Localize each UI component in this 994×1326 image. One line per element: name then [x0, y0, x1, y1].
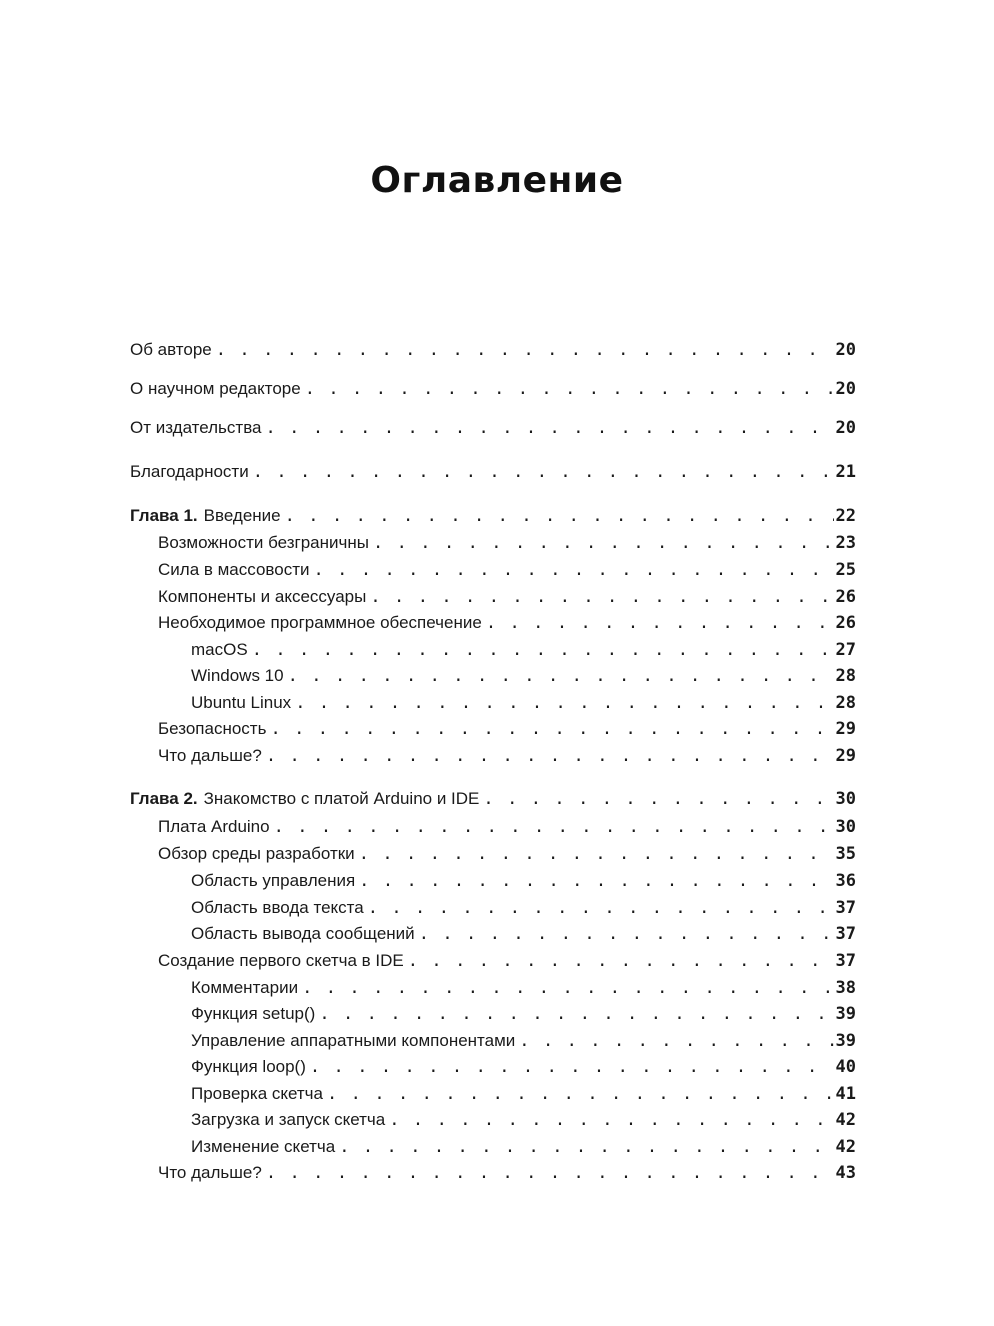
page-title: Оглавление — [370, 160, 624, 201]
toc-leader-dots — [408, 951, 834, 971]
toc-entry[interactable] — [191, 898, 856, 922]
toc-entry[interactable] — [191, 1084, 856, 1108]
toc-entry[interactable] — [158, 587, 856, 611]
toc-leader-dots — [288, 666, 834, 686]
toc-entry[interactable] — [158, 533, 856, 557]
toc-entry-label: Об авторе — [130, 340, 212, 359]
toc-entry-label: Ubuntu Linux — [191, 693, 292, 712]
toc-entry-page: 26 — [835, 587, 856, 607]
toc-entry-label: Функция setup() — [191, 1004, 316, 1023]
toc-leader-dots — [266, 746, 834, 766]
toc-entry[interactable] — [158, 951, 856, 975]
toc-entry-label: Обзор среды разработки — [158, 844, 355, 863]
toc-leader-dots — [319, 1004, 833, 1024]
toc-leader-dots — [216, 340, 834, 360]
toc-entry[interactable] — [191, 666, 856, 690]
toc-entry-page: 41 — [835, 1084, 856, 1104]
toc-entry-page: 22 — [835, 506, 856, 526]
toc-entry[interactable] — [130, 379, 856, 403]
toc-entry-page: 28 — [835, 693, 856, 713]
toc-entry-page: 26 — [835, 613, 856, 633]
toc-entry[interactable] — [130, 462, 856, 486]
toc-entry-label: Что дальше? — [158, 746, 262, 765]
toc-entry-label: macOS — [191, 640, 248, 659]
toc-entry-page: 30 — [835, 817, 856, 837]
toc-leader-dots — [373, 533, 834, 553]
toc-entry[interactable] — [158, 560, 856, 584]
toc-entry-label: Функция loop() — [191, 1057, 306, 1076]
toc-chapter-entry[interactable] — [130, 506, 856, 530]
toc-leader-dots — [327, 1084, 834, 1104]
toc-entry-page: 25 — [835, 560, 856, 580]
toc-entry[interactable] — [191, 1057, 856, 1081]
toc-entry-label: Сила в массовости — [158, 560, 310, 579]
toc-leader-dots — [302, 978, 833, 998]
toc-entry-label: Что дальше? — [158, 1163, 262, 1182]
toc-entry-page: 30 — [835, 789, 856, 809]
toc-entry-page: 39 — [835, 1031, 856, 1051]
toc-entry[interactable] — [191, 693, 856, 717]
toc-entry-label: Управление аппаратными компонентами — [191, 1031, 516, 1050]
toc-entry-page: 39 — [835, 1004, 856, 1024]
toc-leader-dots — [359, 844, 834, 864]
toc-entry-page: 38 — [835, 978, 856, 998]
toc-entry-label: Возможности безграничны — [158, 533, 369, 552]
toc-entry-page: 20 — [835, 340, 856, 360]
toc-entry[interactable] — [191, 924, 856, 948]
toc-entry-label: От издательства — [130, 418, 262, 437]
toc-entry[interactable] — [158, 844, 856, 868]
toc-leader-dots — [266, 418, 834, 438]
toc-entry-label: Область ввода текста — [191, 898, 364, 917]
toc-entry-label: Загрузка и запуск скетча — [191, 1110, 386, 1129]
toc-entry-page: 37 — [835, 951, 856, 971]
toc-entry-label: Знакомство с платой Arduino и IDE — [203, 789, 480, 808]
toc-leader-dots — [310, 1057, 834, 1077]
toc-leader-dots — [486, 613, 834, 633]
toc-entry[interactable] — [191, 978, 856, 1002]
toc-leader-dots — [419, 924, 834, 944]
toc-entry-label: Область вывода сообщений — [191, 924, 415, 943]
toc-leader-dots — [483, 789, 833, 809]
toc-leader-dots — [314, 560, 834, 580]
toc-entry-label: Компоненты и аксессуары — [158, 587, 367, 606]
toc-leader-dots — [305, 379, 834, 399]
toc-entry-page: 23 — [835, 533, 856, 553]
toc-entry-page: 43 — [835, 1163, 856, 1183]
toc-leader-dots — [295, 693, 833, 713]
toc-entry-label: Создание первого скетча в IDE — [158, 951, 404, 970]
toc-entry-label: Комментарии — [191, 978, 299, 997]
toc-entry-page: 20 — [835, 418, 856, 438]
toc-entry-label: Плата Arduino — [158, 817, 270, 836]
toc-entry-page: 29 — [835, 719, 856, 739]
toc-entry-page: 37 — [835, 924, 856, 944]
toc-entry-label: Windows 10 — [191, 666, 284, 685]
toc-leader-dots — [266, 1163, 834, 1183]
toc-entry-label: Изменение скетча — [191, 1137, 336, 1156]
toc-leader-dots — [519, 1031, 833, 1051]
toc-leader-dots — [389, 1110, 833, 1130]
toc-entry-page: 40 — [835, 1057, 856, 1077]
toc-entry[interactable] — [191, 1137, 856, 1161]
toc-entry[interactable] — [158, 613, 856, 637]
toc-entry[interactable] — [130, 340, 856, 364]
toc-chapter-number: Глава 1. — [130, 506, 198, 525]
toc-entry-label: Область управления — [191, 871, 356, 890]
toc-leader-dots — [285, 506, 834, 526]
toc-entry[interactable] — [191, 1004, 856, 1028]
toc-entry[interactable] — [158, 817, 856, 841]
toc-leader-dots — [270, 719, 833, 739]
toc-entry-page: 37 — [835, 898, 856, 918]
toc-entry-label: Введение — [203, 506, 281, 525]
toc-chapter-number: Глава 2. — [130, 789, 198, 808]
toc-entry-label: Проверка скетча — [191, 1084, 323, 1103]
toc-entry-page: 28 — [835, 666, 856, 686]
toc-entry-page: 42 — [835, 1137, 856, 1157]
toc-entry-label: О научном редакторе — [130, 379, 301, 398]
toc-entry-label: Необходимое программное обеспечение — [158, 613, 482, 632]
toc-entry[interactable] — [191, 1110, 856, 1134]
toc-entry[interactable] — [158, 719, 856, 743]
toc-entry-page: 36 — [835, 871, 856, 891]
toc-leader-dots — [359, 871, 833, 891]
toc-entry[interactable] — [191, 640, 856, 664]
toc-entry-page: 27 — [835, 640, 856, 660]
toc-entry[interactable] — [191, 1031, 856, 1055]
toc-entry-label: Безопасность — [158, 719, 267, 738]
toc-leader-dots — [253, 462, 834, 482]
toc-entry-page: 42 — [835, 1110, 856, 1130]
toc-leader-dots — [274, 817, 834, 837]
toc-entry-page: 20 — [835, 379, 856, 399]
toc-leader-dots — [368, 898, 834, 918]
toc-leader-dots — [370, 587, 833, 607]
toc-entry-page: 35 — [835, 844, 856, 864]
toc-entry[interactable] — [158, 1163, 856, 1187]
toc-entry-page: 21 — [835, 462, 856, 482]
toc-entry[interactable] — [158, 746, 856, 770]
toc-entry-label: Благодарности — [130, 462, 249, 481]
toc-leader-dots — [252, 640, 834, 660]
toc-leader-dots — [339, 1137, 833, 1157]
toc-chapter-entry[interactable] — [130, 789, 856, 813]
toc-entry[interactable] — [130, 418, 856, 442]
toc-entry-page: 29 — [835, 746, 856, 766]
toc-entry[interactable] — [191, 871, 856, 895]
